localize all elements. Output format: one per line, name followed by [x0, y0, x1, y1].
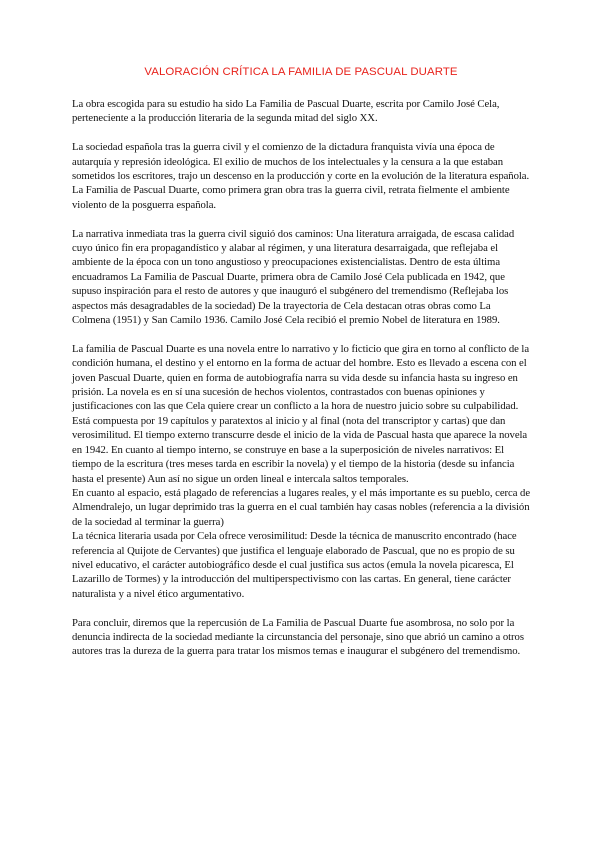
paragraph-narrative: La narrativa inmediata tras la guerra civil siguió dos caminos: Una literatura arraigada, de escasa calidad cuyo único fin era propagandístico y alabar al régimen, y una literatura desarraigada, que reflejaba el ambiente de la época con un tono angustioso y preocupaciones existencialistas. Dentro de esta última encuadramos La Familia de Pascual Duarte, primera obra de Camilo José Cela publicada en 1942, que supuso inspiración para el resto de autores y que inauguró el subgénero del tremendismo (Reflejaba los aspectos más desagradables de la sociedad) De la trayectoria de Cela destacan otras obras como La Colmena (1951) y San Camilo 1936. Camilo José Cela recibió el premio Nobel de literatura en 1989. — [72, 227, 515, 327]
paragraph-context: La sociedad española tras la guerra civil y el comienzo de la dictadura franquista vivía una época de autarquía y represión ideológica. El exilio de muchos de los intelectuales y la censura a la que estaban sometidos los escritores, trajo un descenso en la producción y corte en la evolución de la literatura española. La Familia de Pascual Duarte, como primera gran obra tras la guerra civil, retrata fielmente el ambiente violento de la posguerra española. — [72, 141, 530, 211]
paragraph-conclusion: Para concluir, diremos que la repercusión de La Familia de Pascual Duarte fue asombrosa, no solo por la denuncia indirecta de la sociedad mediante la circunstancia del personaje, sino que abrió un camino a otros autores tras la dureza de la guerra para tratar los mismos temas e inaugurar el subgénero del tremendismo. — [72, 616, 524, 658]
paragraph-intro: La obra escogida para su estudio ha sido La Familia de Pascual Duarte, escrita por Camilo José Cela, perteneciente a la producción literaria de la segunda mitad del siglo XX. — [72, 98, 500, 125]
paragraph-summary: La familia de Pascual Duarte es una novela entre lo narrativo y lo ficticio que gira en torno al conflicto de la condición humana, el destino y el entorno en la forma de actuar del hombre. Esto es llevado a escena con el joven Pascual Duarte, quien en forma de autobiografía narra su vida desde su infancia hasta su ingreso en prisión. La novela es en sí una sucesión de hechos violentos, contrastados con buenas opiniones y justificaciones con las que Cela quiere crear un conflicto a la hora de nuestro juicio sobre su culpabilidad. — [72, 342, 530, 413]
paragraph-technique: La técnica literaria usada por Cela ofrece verosimilitud: Desde la técnica de manuscrito encontrado (hace referencia al Quijote de Cervantes) que justifica el lenguaje elaborado de Pascual, que no es propio de su nivel educativo, el carácter autobiográfico desde el cual justifica sus actos (emula la novela picaresca, El Lazarillo de Tormes) y la introducción del multiperspectivismo con las cartas. En general, tiene carácter naturalista y a nivel ético argumentativo. — [72, 530, 517, 600]
paragraph-structure: Está compuesta por 19 capítulos y paratextos al inicio y al final (nota del transcriptor y cartas) que dan verosimilitud. El tiempo externo transcurre desde el inicio de la vida de Pascual hasta que aparece la novela en 1942. En cuanto al tiempo interno, se construye en base a la superposición de niveles narrativos: El tiempo de la escritura (tres meses tarda en escribir la novela) y el tiempo de la historia (desde su infancia hasta el presente) Aun así no sigue un orden lineal e intercala saltos temporales. — [72, 414, 528, 485]
document-title: VALORACIÓN CRÍTICA LA FAMILIA DE PASCUAL DUARTE — [144, 66, 458, 78]
paragraph-space: En cuanto al espacio, está plagado de referencias a lugares reales, y el más importante es su pueblo, cerca de Almendralejo, un lugar deprimido tras la guerra en el cual también hay casas nobles (referencia a la división de la sociedad al terminar la guerra) — [72, 486, 531, 528]
